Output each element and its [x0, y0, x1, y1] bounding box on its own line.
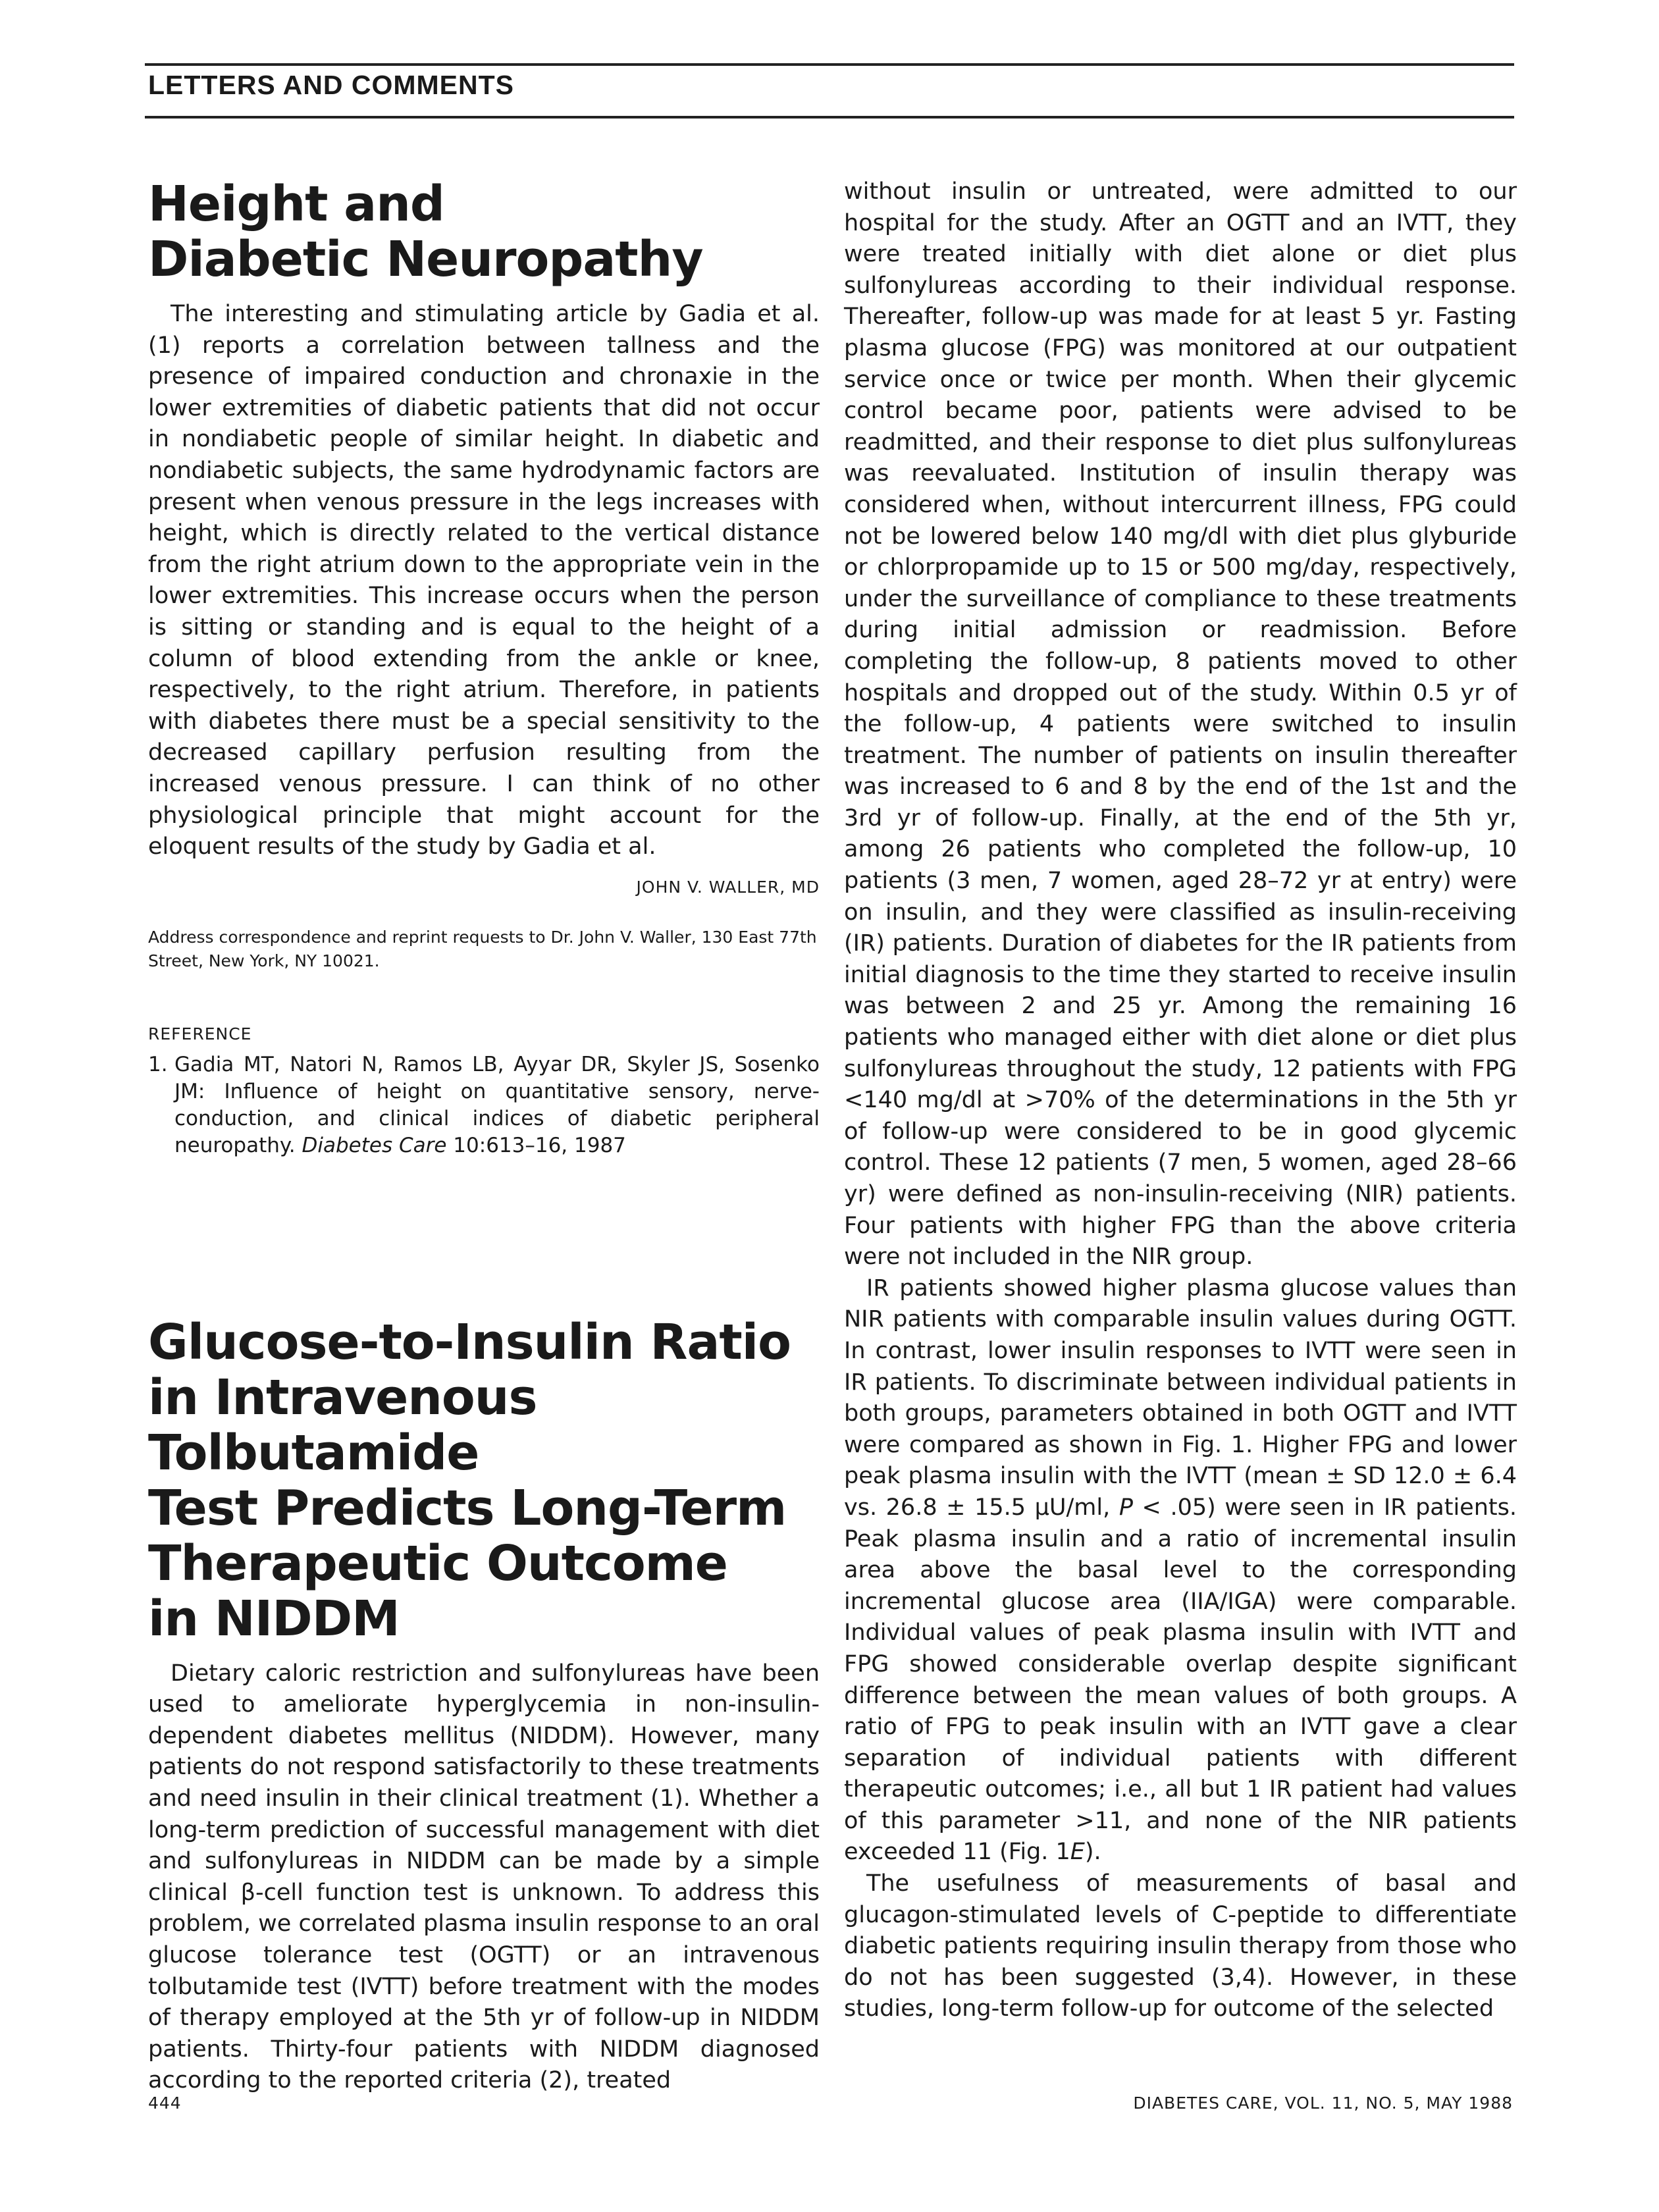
article1-signature: JOHN V. WALLER, MD — [636, 877, 820, 897]
reference-number: 1. — [148, 1052, 168, 1076]
article2-para3: The usefulness of measurements of basal and glucagon-stimulated levels of C-peptide to differentiate diabetic patients requiring insulin therapy from those who do not has been suggested (3,4). However, in these studies, long-term follow-up for outcome of the selected — [844, 1870, 1517, 2022]
section-label: LETTERS AND COMMENTS — [148, 70, 515, 100]
reference-item — [148, 1051, 820, 1159]
page-number: 444 — [148, 2094, 182, 2113]
article2-para1: Dietary caloric restriction and sulfonylureas have been used to ameliorate hyperglycemia in non-insulin-dependent diabetes mellitus (NIDDM). However, many patients do not respond satisfactorily to these treatments and need insulin in their clinical treatment (1). Whether a long-term prediction of successful management with diet and sulfonylureas in NIDDM can be made by a simple clinical β-cell function test is unknown. To address this problem, we correlated plasma insulin response to an oral glucose tolerance test (OGTT) or an intravenous tolbutamide test (IVTT) before treatment with the modes of therapy employed at the 5th yr of follow-up in NIDDM patients. Thirty-four patients with NIDDM diagnosed according to the reported criteria (2), treated — [148, 1660, 820, 2094]
article2-title: Glucose-to-Insulin Ratio in Intravenous Tolbutamide Test Predicts Long-Term Therapeutic Outcome in NIDDM — [148, 1313, 791, 1647]
header-rule-top — [145, 63, 1514, 66]
article1-correspondence: Address correspondence and reprint requests to Dr. John V. Waller, 130 East 77th Street, New York, NY 10021. — [148, 927, 817, 970]
reference-journal: Diabetes Care — [302, 1133, 447, 1157]
journal-info: DIABETES CARE, VOL. 11, NO. 5, MAY 1988 — [1133, 2094, 1513, 2113]
article1-body: The interesting and stimulating article by Gadia et al. (1) reports a correlation between tallness and the presence of impaired conduction and chronaxie in the lower extremities of diabetic patients that did not occur in nondiabetic people of similar height. In diabetic and nondiabetic subjects, the same hydrodynamic factors are present when venous pressure in the legs increases with height, which is directly related to the vertical distance from the right atrium down to the appropriate vein in the lower extremities. This increase occurs when the person is sitting or standing and is equal to the height of a column of blood extending from the ankle or knee, respectively, to the right atrium. Therefore, in patients with diabetes there must be a special sensitivity to the decreased capillary perfusion resulting from the increased venous pressure. I can think of no other physiological principle that might account for the eloquent results of the study by Gadia et al. — [148, 301, 820, 860]
article-glucose-insulin — [148, 1315, 820, 2097]
article2-para2: IR patients showed higher plasma glucose values than NIR patients with comparable insulin values during OGTT. In contrast, lower insulin responses to IVTT were seen in IR patients. To discriminate between individual patients in both groups, parameters obtained in both OGTT and IVTT were compared as shown in Fig. 1. Higher FPG and lower peak plasma insulin with the IVTT (mean ± SD 12.0 ± 6.4 vs. 26.8 ± 15.5 μU/ml, P < .05) were seen in IR patients. Peak plasma insulin and a ratio of incremental insulin area above the basal level to the corresponding incremental glucose area (IIA/IGA) were comparable. Individual values of peak plasma insulin with IVTT and FPG showed considerable overlap despite significant difference between the mean values of both groups. A ratio of FPG to peak insulin with an IVTT gave a clear separation of individual patients with different therapeutic outcomes; i.e., all but 1 IR patient had values of this parameter >11, and none of the NIR patients exceeded 11 (Fig. 1E). — [844, 1275, 1517, 1866]
right-column — [844, 176, 1517, 2025]
article-height-neuropathy — [148, 176, 820, 1159]
article1-title: Height and Diabetic Neuropathy — [148, 176, 703, 288]
article2-para1-continued: without insulin or untreated, were admitted to our hospital for the study. After an OGTT and an IVTT, they were treated initially with diet alone or diet plus sulfonylureas according to their individual response. Thereafter, follow-up was made for at least 5 yr. Fasting plasma glucose (FPG) was monitored at our outpatient service once or twice per month. When their glycemic control became poor, patients were advised to be readmitted, and their response to diet plus sulfonylureas was reevaluated. Institution of insulin therapy was considered when, without intercurrent illness, FPG could not be lowered below 140 mg/dl with diet plus glyburide or chlorpropamide up to 15 or 500 mg/day, respectively, under the surveillance of compliance to these treatments during initial admission or readmission. Before completing the follow-up, 8 patients moved to other hospitals and dropped out of the study. Within 0.5 yr of the follow-up, 4 patients were switched to insulin treatment. The number of patients on insulin thereafter was increased to 6 and 8 by the end of the 1st and the 3rd yr of follow-up. Finally, at the end of the 5th yr, among 26 patients who completed the follow-up, 10 patients (3 men, 7 women, aged 28–72 yr at entry) were on insulin, and they were classified as insulin-receiving (IR) patients. Duration of diabetes for the IR patients from initial diagnosis to the time they started to receive insulin was between 2 and 25 yr. Among the remaining 16 patients who managed either with diet alone or diet plus sulfonylureas throughout the study, 12 patients with FPG <140 mg/dl at >70% of the determinations in the 5th yr of follow-up were considered to be in good glycemic control. These 12 patients (7 men, 5 women, aged 28–66 yr) were defined as non-insulin-receiving (NIR) patients. Four patients with higher FPG than the above criteria were not included in the NIR group. — [844, 178, 1517, 1271]
header-rule-bottom — [145, 116, 1514, 118]
reference-text: Gadia MT, Natori N, Ramos LB, Ayyar DR, Skyler JS, Sosenko JM: Influence of height on quantitative sensory, nerve-conduction, and clinical indices of diabetic peripheral neuropathy. Diabetes Care 10:613–16, 1987 — [174, 1052, 820, 1157]
reference-heading: REFERENCE — [148, 1024, 252, 1043]
left-column — [148, 176, 820, 2097]
